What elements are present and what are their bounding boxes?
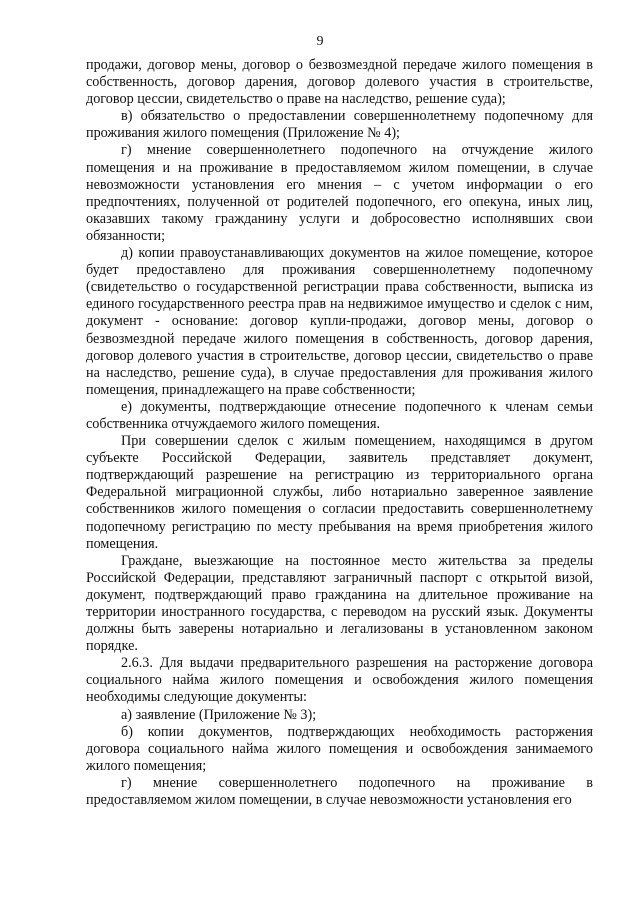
paragraph-item-b: б) копии документов, подтверждающих необходимость расторжения договора социального найма жилого помещения и освобождения занимаемого жилого помещения; bbox=[86, 723, 593, 774]
paragraph-other-region: При совершении сделок с жилым помещением, находящимся в другом субъекте Российской Федерации, заявитель представляет документ, подтверждающий разрешение на регистрацию из территориального органа Федеральной миграционной службы, либо нотариально заверенное заявление собственников жилого помещения о согласии предоставить совершеннолетнему подопечному регистрацию по месту пребывания на время приобретения жилого помещения. bbox=[86, 433, 593, 552]
paragraph-item-g: г) мнение совершеннолетнего подопечного на отчуждение жилого помещения и на проживание в предоставляемом жилом помещении, в случае невозможности установления его мнения – с учетом информации о его предпочтениях, полученной от родителей подопечного, его опекуна, иных лиц, оказавших такому гражданину услуги и добросовестно исполнявших свои обязанности; bbox=[86, 142, 593, 244]
paragraph-item-v: в) обязательство о предоставлении совершеннолетнему подопечному для проживания жилого помещения (Приложение № 4); bbox=[86, 108, 593, 142]
paragraph-item-g-second: г) мнение совершеннолетнего подопечного на проживание в предоставляемом жилом помещении, в случае невозможности установления его bbox=[86, 774, 593, 809]
page-number: 9 bbox=[316, 34, 324, 49]
paragraph-continuation: продажи, договор мены, договор о безвозмездной передаче жилого помещения в собственность, договор дарения, договор долевого участия в строительстве, договор цессии, свидетельство о праве на наследство, решение суда); bbox=[86, 57, 593, 108]
paragraph-item-e: е) документы, подтверждающие отнесение подопечного к членам семьи собственника отчуждаемого жилого помещения. bbox=[86, 398, 593, 432]
document-body bbox=[86, 57, 593, 809]
paragraph-item-d: д) копии правоустанавливающих документов на жилое помещение, которое будет предоставлено для проживания совершеннолетнему подопечному (свидетельство о государственной регистрации права собственности, выписка из единого государственного реестра прав на недвижимое имущество и сделок с ним, документ - основание: договор купли-продажи, договор мены, договор о безвозмездной передаче жилого помещения в собственность, договор дарения, договор долевого участия в строительстве, договор цессии, свидетельство о праве на наследство, решение суда), в случае предоставления для проживания жилого помещения, принадлежащего на праве собственности; bbox=[86, 245, 593, 398]
paragraph-abroad: Граждане, выезжающие на постоянное место жительства за пределы Российской Федерации, представляют заграничный паспорт с открытой визой, документ, подтверждающий право гражданина на длительное проживание на территории иностранного государства, с переводом на русский язык. Документы должны быть заверены нотариально и легализованы в установленном законом порядке. bbox=[86, 552, 593, 655]
paragraph-section-2-6-3: 2.6.3. Для выдачи предварительного разрешения на расторжение договора социального найма жилого помещения и освобождения жилого помещения необходимы следующие документы: bbox=[86, 655, 593, 706]
paragraph-item-a: а) заявление (Приложение № 3); bbox=[121, 706, 317, 723]
